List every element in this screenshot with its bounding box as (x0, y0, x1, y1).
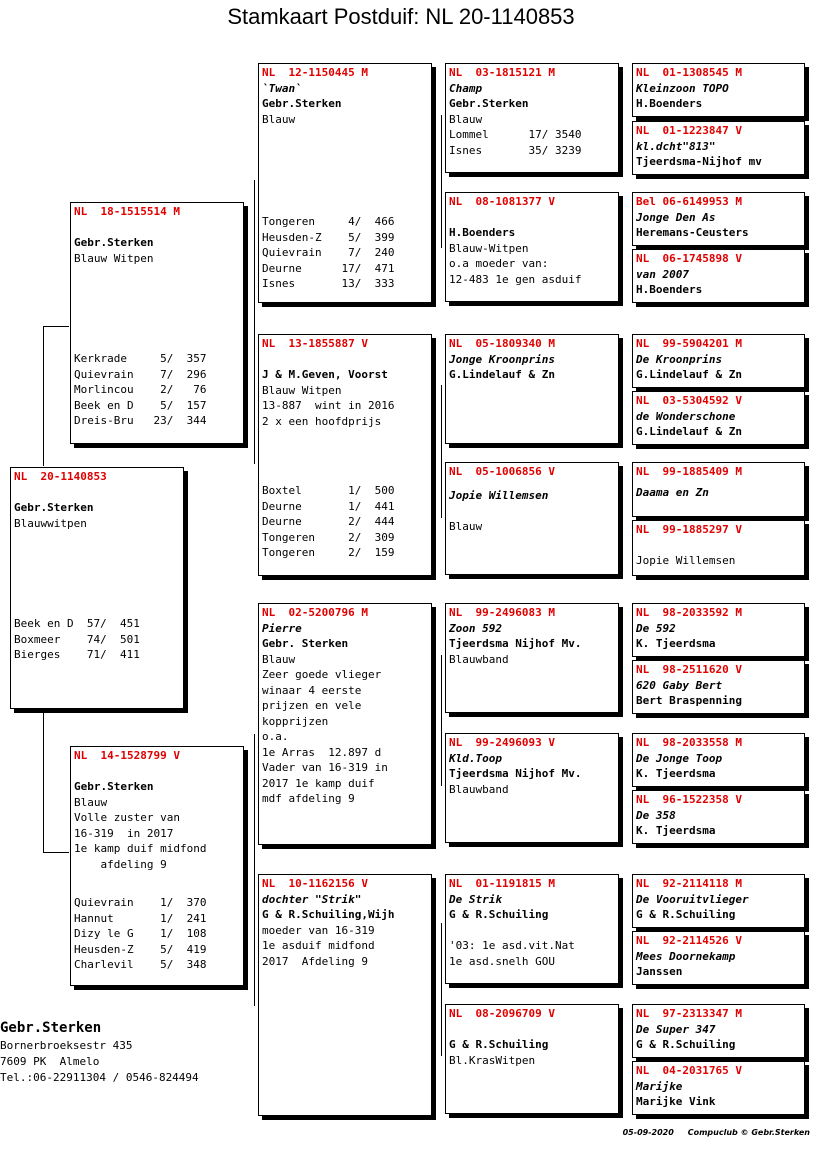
connector-line (441, 385, 442, 518)
great-grandparent-card (445, 462, 619, 575)
owner: J & M.Geven, Voorst (262, 368, 388, 381)
ring-number: NL 01-1308545 M (636, 66, 742, 79)
owner: G & R.Schuiling,Wijh (262, 908, 395, 921)
pigeon-name: 620 Gaby Bert (636, 678, 723, 692)
owner: H.Boenders (636, 283, 703, 296)
ggg-card (632, 192, 805, 246)
ring-number: NL 97-2313347 M (636, 1007, 742, 1020)
owner: Gebr. Sterken (262, 637, 349, 650)
ring-number: NL 12-1150445 M (262, 66, 368, 79)
subject-card (10, 467, 184, 709)
note: Vader van 16-319 in (262, 761, 388, 774)
owner: G.Lindelauf & Zn (449, 368, 555, 381)
result: Deurne 1/ 441 (262, 499, 395, 513)
great-grandparent-card (445, 1004, 619, 1114)
ggg-card (632, 1004, 805, 1058)
ring-number: NL 06-1745898 V (636, 252, 742, 265)
color: Blauwwitpen (14, 516, 87, 530)
result: Deurne 2/ 444 (262, 515, 395, 528)
result: Bierges 71/ 411 (14, 648, 140, 661)
pigeon-name: kl.dcht"813" (636, 139, 716, 153)
owner: Jopie Willemsen (636, 554, 736, 567)
great-grandparent-card (445, 733, 619, 843)
result: Isnes 35/ 3239 (449, 143, 582, 157)
result: Tongeren 2/ 159 (262, 546, 395, 559)
note: 2017 1e kamp duif (262, 776, 375, 790)
ring-number: NL 08-2096709 V (449, 1007, 555, 1020)
color: Blauw (262, 112, 296, 126)
note: prijzen en vele (262, 699, 362, 712)
owner: Gebr.Sterken (14, 501, 94, 514)
owner: G.Lindelauf & Zn (636, 425, 742, 438)
color: Bl.KrasWitpen (449, 1053, 536, 1067)
connector-line (441, 923, 442, 1056)
connector-line (441, 655, 442, 786)
ring-number: NL 92-2114526 V (636, 934, 742, 947)
note: 1e asd.snelh GOU (449, 954, 555, 968)
result: Beek en D 5/ 157 (74, 398, 207, 412)
pigeon-name: Jonge Kroonprins (449, 352, 555, 366)
result: Kerkrade 5/ 357 (74, 352, 207, 365)
ggg-card (632, 874, 805, 928)
owner: Heremans-Ceusters (636, 226, 749, 239)
owner: Gebr.Sterken (74, 780, 154, 793)
owner: G & R.Schuiling (636, 1038, 736, 1051)
pigeon-name: De 592 (636, 621, 676, 635)
color: Blauw Witpen (74, 251, 154, 265)
pigeon-name: Kld.Toop (449, 751, 502, 765)
footer-credit: Compuclub © Gebr.Sterken (687, 1128, 810, 1137)
owner: Gebr.Sterken (262, 97, 342, 110)
ggg-card (632, 733, 805, 787)
color: Blauw (449, 112, 483, 126)
pigeon-name: van 2007 (636, 267, 689, 281)
result: Heusden-Z 5/ 399 (262, 230, 395, 244)
result: Tongeren 4/ 466 (262, 215, 395, 228)
result: Heusden-Z 5/ 419 (74, 942, 207, 956)
owner: Marijke Vink (636, 1095, 716, 1108)
pigeon-name: De 358 (636, 808, 676, 822)
note: kopprijzen (262, 714, 329, 728)
ggg-card (632, 391, 805, 445)
ring-number: Bel 06-6149953 M (636, 195, 742, 208)
pigeon-name: dochter "Strik" (262, 892, 362, 906)
ring-number: NL 01-1223847 V (636, 124, 742, 137)
note: winaar 4 eerste (262, 683, 362, 697)
owner: Tjeerdsma Nijhof Mv. (449, 767, 582, 780)
color: Blauw-Witpen (449, 241, 529, 255)
connector-line (43, 326, 69, 327)
pigeon-name: De Vooruitvlieger (636, 892, 749, 906)
note: '03: 1e asd.vit.Nat (449, 939, 575, 952)
color: Blauw (74, 795, 108, 809)
pigeon-name: Jopie Willemsen (449, 488, 549, 502)
owner: G & R.Schuiling (636, 908, 736, 921)
owner: G.Lindelauf & Zn (636, 368, 742, 381)
ggg-card (632, 520, 805, 576)
result: Beek en D 57/ 451 (14, 617, 140, 630)
result: Lommel 17/ 3540 (449, 128, 582, 141)
note: o.a moeder van: (449, 257, 549, 270)
result: Boxtel 1/ 500 (262, 484, 395, 497)
ring-number: NL 03-5304592 V (636, 394, 742, 407)
pigeon-name (636, 538, 802, 554)
result: Boxmeer 74/ 501 (14, 632, 140, 646)
owner: K. Tjeerdsma (636, 637, 716, 650)
breeder-name: Gebr.Sterken (0, 1020, 102, 1036)
result: Quievrain 1/ 370 (74, 896, 207, 909)
ggg-card (632, 462, 805, 517)
pigeon-name: de Wonderschone (636, 409, 736, 423)
owner: Janssen (636, 965, 683, 978)
pigeon-name: Mees Doornekamp (636, 949, 736, 963)
ring-number: NL 18-1515514 M (74, 205, 180, 218)
grandmother-maternal-card (258, 874, 432, 1116)
result: Quievrain 7/ 240 (262, 246, 395, 259)
ring-number: NL 01-1191815 M (449, 877, 555, 890)
ring-number: NL 08-1081377 V (449, 195, 555, 208)
ring-number: NL 99-2496093 V (449, 736, 555, 749)
ring-number: NL 98-2033592 M (636, 606, 742, 619)
ring-number: NL 05-1006856 V (449, 465, 555, 478)
pigeon-name: De Kroonprins (636, 352, 723, 366)
owner: G & R.Schuiling (449, 1038, 549, 1051)
page-title: Stamkaart Postduif: NL 20-1140853 (227, 4, 575, 29)
note: 1e kamp duif midfond (74, 842, 207, 855)
great-grandparent-card (445, 874, 619, 984)
ring-number: NL 02-5200796 M (262, 606, 368, 619)
ggg-card (632, 63, 805, 117)
father-card (70, 202, 244, 444)
breeder-city: 7609 PK Almelo (0, 1055, 100, 1068)
ring-number: NL 99-5904201 M (636, 337, 742, 350)
note: 12-483 1e gen asduif (449, 272, 582, 286)
ring-number: NL 98-2033558 M (636, 736, 742, 749)
note: 2017 Afdeling 9 (262, 954, 368, 968)
ggg-card (632, 1061, 805, 1115)
note: 1e asduif midfond (262, 939, 375, 952)
owner: K. Tjeerdsma (636, 824, 716, 837)
ring-number: NL 96-1522358 V (636, 793, 742, 806)
mother-card (70, 746, 244, 986)
ring-number: NL 14-1528799 V (74, 749, 180, 762)
ggg-card (632, 249, 805, 303)
owner: G & R.Schuiling (449, 908, 549, 921)
note: o.a. (262, 730, 289, 743)
note: moeder van 16-319 (262, 923, 375, 937)
ggg-card (632, 121, 805, 175)
color: Blauwband (449, 652, 509, 666)
pigeon-name: `Twan` (262, 81, 302, 95)
pigeon-name: Daama en Zn (636, 485, 709, 499)
owner: Tjeerdsma-Nijhof mv (636, 155, 762, 168)
owner: K. Tjeerdsma (636, 767, 716, 780)
breeder-info (0, 1018, 199, 1086)
pigeon-name: De Super 347 (636, 1022, 716, 1036)
result: Deurne 17/ 471 (262, 261, 395, 275)
ggg-card (632, 660, 805, 714)
ggg-card (632, 931, 805, 985)
result: Hannut 1/ 241 (74, 911, 207, 925)
connector-line (43, 326, 44, 466)
result: Quievrain 7/ 296 (74, 367, 207, 381)
note: 1e Arras 12.897 d (262, 745, 382, 759)
great-grandparent-card (445, 603, 619, 713)
pigeon-name: Jonge Den As (636, 210, 716, 224)
result: Tongeren 2/ 309 (262, 530, 395, 544)
connector-line (43, 712, 44, 852)
note: Zeer goede vlieger (262, 668, 382, 681)
ggg-card (632, 603, 805, 657)
owner: Gebr.Sterken (74, 236, 154, 249)
great-grandparent-card (445, 334, 619, 444)
ring-number: NL 13-1855887 V (262, 337, 368, 350)
result: Dizy le G 1/ 108 (74, 927, 207, 940)
color: Blauw (449, 519, 483, 533)
ring-number: NL 92-2114118 M (636, 877, 742, 890)
connector-line (43, 852, 69, 853)
breeder-address: Bornerbroeksestr 435 (0, 1039, 133, 1052)
grandmother-paternal-card (258, 334, 432, 576)
great-grandparent-card (445, 192, 619, 302)
owner: H.Boenders (636, 97, 703, 110)
ring-number: NL 99-2496083 M (449, 606, 555, 619)
owner: Gebr.Sterken (449, 97, 529, 110)
ring-number: NL 20-1140853 (14, 470, 107, 483)
pigeon-name: Zoon 592 (449, 621, 502, 635)
connector-line (441, 115, 442, 248)
pigeon-name: Pierre (262, 621, 302, 635)
ring-number: NL 03-1815121 M (449, 66, 555, 79)
color: Blauwband (449, 782, 509, 796)
breeder-phone: Tel.:06-22911304 / 0546-824494 (0, 1071, 199, 1084)
connector-line (254, 180, 255, 464)
note: 2 x een hoofdprijs (262, 414, 382, 428)
owner: H.Boenders (449, 226, 516, 239)
ring-number: NL 99-1885409 M (636, 465, 742, 478)
ggg-card (632, 334, 805, 388)
color: Blauw (262, 652, 296, 666)
footer (623, 1128, 810, 1137)
ggg-card (632, 790, 805, 844)
owner: Bert Braspenning (636, 694, 742, 707)
ring-number: NL 04-2031765 V (636, 1064, 742, 1077)
connector-line (254, 734, 255, 1006)
result: Morlincou 2/ 76 (74, 383, 207, 396)
ring-number: NL 10-1162156 V (262, 877, 368, 890)
note: 16-319 in 2017 (74, 826, 174, 840)
result: Charlevil 5/ 348 (74, 958, 207, 971)
pigeon-name: De Jonge Toop (636, 751, 723, 765)
note: 13-887 wint in 2016 (262, 399, 395, 412)
note: mdf afdeling 9 (262, 792, 355, 805)
pigeon-name: De Strik (449, 892, 502, 906)
ring-number: NL 05-1809340 M (449, 337, 555, 350)
pigeon-name: Champ (449, 81, 483, 95)
note: Volle zuster van (74, 811, 180, 824)
result: Isnes 13/ 333 (262, 277, 395, 290)
pigeon-name: Kleinzoon TOPO (636, 81, 729, 95)
owner: Tjeerdsma Nijhof Mv. (449, 637, 582, 650)
pigeon-name: Marijke (636, 1079, 683, 1093)
ring-number: NL 98-2511620 V (636, 663, 742, 676)
note: afdeling 9 (74, 857, 167, 871)
grandfather-maternal-card (258, 603, 432, 845)
owner (636, 500, 802, 516)
grandfather-paternal-card (258, 63, 432, 303)
footer-date: 05-09-2020 (622, 1128, 674, 1137)
great-grandparent-card (445, 63, 619, 173)
result: Dreis-Bru 23/ 344 (74, 414, 207, 427)
ring-number: NL 99-1885297 V (636, 523, 742, 536)
color: Blauw Witpen (262, 383, 342, 397)
